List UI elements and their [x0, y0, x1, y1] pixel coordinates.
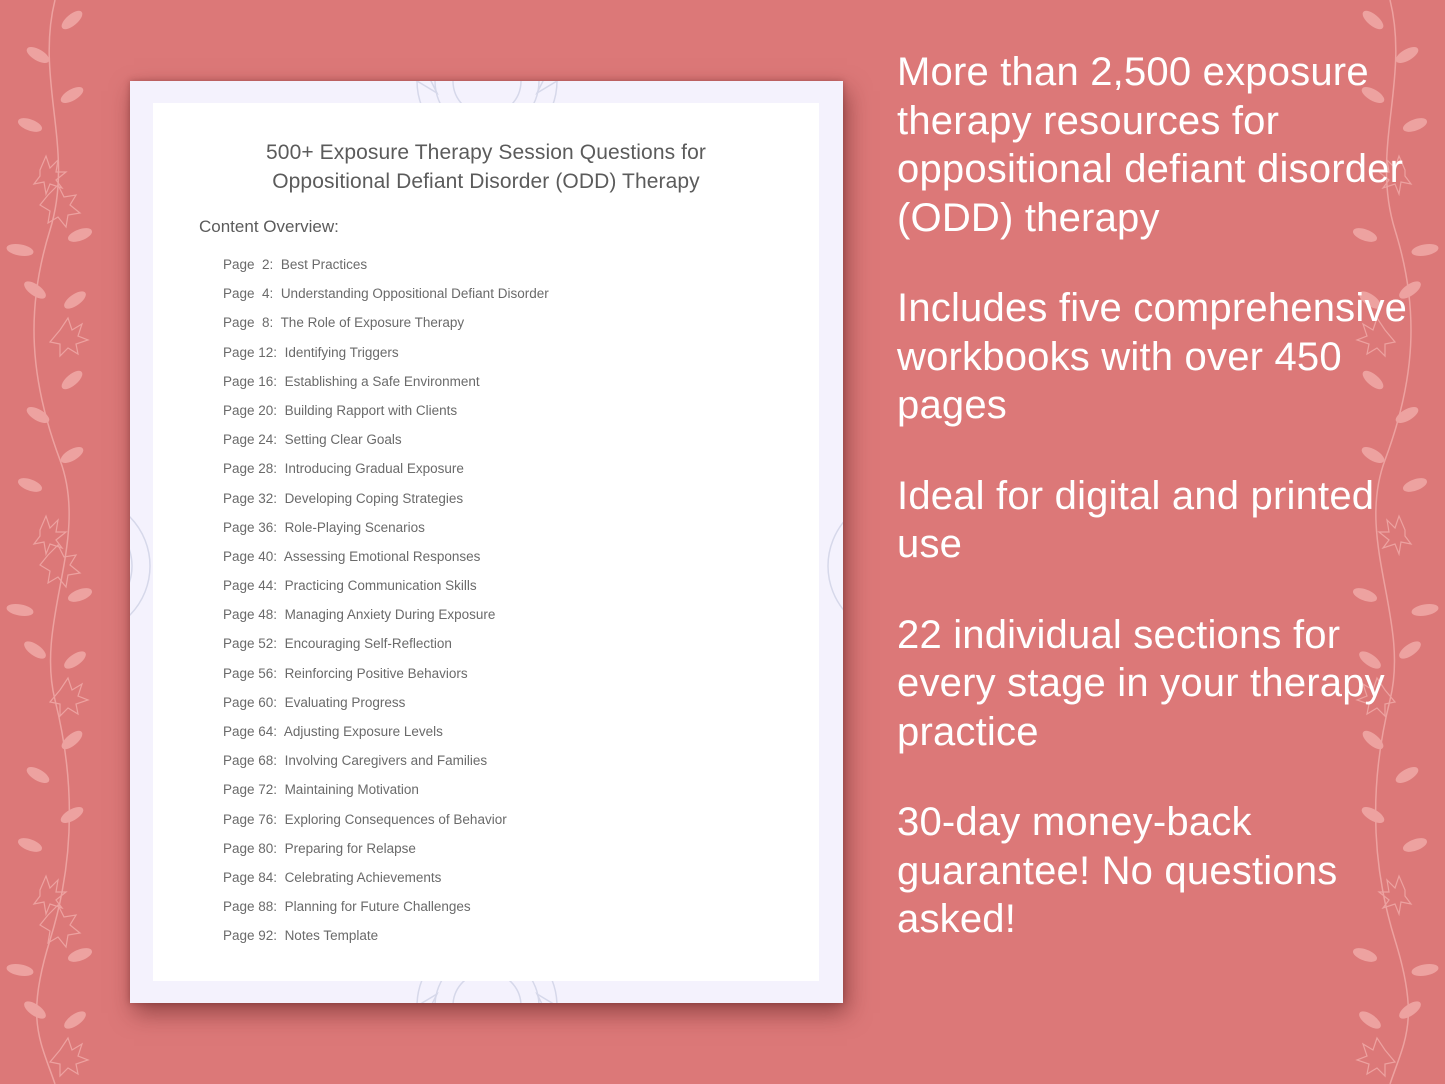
toc-item [223, 489, 549, 518]
toc-section-title: Involving Caregivers and Families [284, 753, 488, 769]
toc-section-title: Managing Anxiety During Exposure [284, 607, 496, 623]
toc-item [223, 693, 549, 722]
toc-page-number: Page 8: [223, 315, 274, 331]
toc-item [223, 255, 549, 284]
toc-page-number: Page 20: [223, 402, 278, 418]
toc-item [223, 605, 549, 634]
toc-page-number: Page 24: [223, 432, 278, 448]
toc-item [223, 926, 549, 955]
toc-page-number: Page 32: [223, 490, 278, 506]
floral-vine-left-decoration [0, 0, 110, 1084]
toc-section-title: Exploring Consequences of Behavior [284, 811, 507, 827]
toc-item [223, 372, 549, 401]
toc-section-title: Best Practices [280, 257, 368, 272]
toc-page-number: Page 40: [223, 548, 278, 564]
feature-money-back-guarantee: 30-day money-back guarantee! No questions asked! [897, 800, 1338, 941]
toc-section-title: Identifying Triggers [284, 344, 399, 360]
toc-item [223, 751, 549, 780]
toc-page-number: Page 48: [223, 607, 278, 623]
toc-section-title: Adjusting Exposure Levels [283, 724, 443, 739]
toc-item [223, 313, 549, 342]
toc-page-number: Page 2: [223, 257, 274, 272]
toc-page-number: Page 76: [223, 811, 278, 827]
toc-section-title: The Role of Exposure Therapy [280, 315, 465, 331]
content-overview-label: Content Overview: [199, 217, 339, 236]
feature-sections: 22 individual sections for every stage in your therapy practice [897, 612, 1385, 754]
toc-page-number: Page 44: [223, 578, 278, 594]
toc-page-number: Page 68: [223, 753, 278, 769]
feature-list [897, 48, 1427, 986]
toc-section-title: Establishing a Safe Environment [284, 373, 480, 389]
document-title [153, 138, 819, 196]
toc-page-number: Page 4: [223, 286, 274, 302]
toc-page-number: Page 16: [223, 373, 278, 389]
toc-page-number: Page 56: [223, 665, 278, 681]
toc-section-title: Developing Coping Strategies [284, 490, 464, 506]
document-page-preview [130, 81, 843, 1003]
feature-resources-count: More than 2,500 exposure therapy resources for oppositional defiant disorder (ODD) therapy [897, 50, 1404, 240]
toc-section-title: Setting Clear Goals [284, 432, 402, 448]
toc-section-title: Building Rapport with Clients [284, 402, 458, 418]
toc-section-title: Assessing Emotional Responses [283, 548, 481, 564]
toc-item [223, 518, 549, 547]
toc-section-title: Notes Template [284, 928, 379, 944]
toc-page-number: Page 88: [223, 899, 278, 915]
toc-item [223, 547, 549, 576]
toc-page-number: Page 92: [223, 928, 278, 944]
toc-section-title: Celebrating Achievements [284, 869, 442, 885]
toc-item [223, 897, 549, 926]
toc-item [223, 284, 549, 313]
toc-item [223, 343, 549, 372]
toc-section-title: Introducing Gradual Exposure [284, 461, 464, 477]
toc-page-number: Page 72: [223, 782, 278, 798]
toc-page-number: Page 64: [223, 724, 278, 739]
document-title-line-1: 500+ Exposure Therapy Session Questions for [266, 141, 706, 164]
toc-item [223, 868, 549, 897]
feature-digital-printed: Ideal for digital and printed use [897, 473, 1375, 566]
toc-item [223, 722, 549, 751]
toc-page-number: Page 60: [223, 694, 278, 710]
toc-item [223, 459, 549, 488]
toc-section-title: Encouraging Self-Reflection [284, 636, 452, 652]
toc-item [223, 664, 549, 693]
toc-section-title: Evaluating Progress [284, 694, 406, 710]
table-of-contents [223, 255, 549, 956]
toc-page-number: Page 52: [223, 636, 278, 652]
document-title-line-2: Oppositional Defiant Disorder (ODD) Therapy [272, 170, 700, 193]
toc-item [223, 401, 549, 430]
toc-page-number: Page 28: [223, 461, 278, 477]
toc-item [223, 780, 549, 809]
toc-page-number: Page 36: [223, 519, 278, 535]
toc-item [223, 810, 549, 839]
feature-workbooks: Includes five comprehensive workbooks with over 450 pages [897, 286, 1408, 427]
toc-item [223, 839, 549, 868]
toc-section-title: Maintaining Motivation [284, 782, 419, 798]
toc-page-number: Page 12: [223, 344, 278, 360]
toc-item [223, 430, 549, 459]
toc-item [223, 634, 549, 663]
toc-section-title: Understanding Oppositional Defiant Disorder [280, 286, 549, 302]
toc-section-title: Planning for Future Challenges [284, 899, 471, 915]
toc-section-title: Preparing for Relapse [284, 840, 416, 856]
toc-page-number: Page 84: [223, 869, 278, 885]
toc-section-title: Practicing Communication Skills [284, 578, 477, 594]
toc-item [223, 576, 549, 605]
toc-section-title: Role-Playing Scenarios [284, 519, 425, 535]
document-sheet [153, 103, 819, 981]
toc-section-title: Reinforcing Positive Behaviors [284, 665, 468, 681]
mandala-ornament-right [818, 461, 843, 671]
toc-page-number: Page 80: [223, 840, 278, 856]
